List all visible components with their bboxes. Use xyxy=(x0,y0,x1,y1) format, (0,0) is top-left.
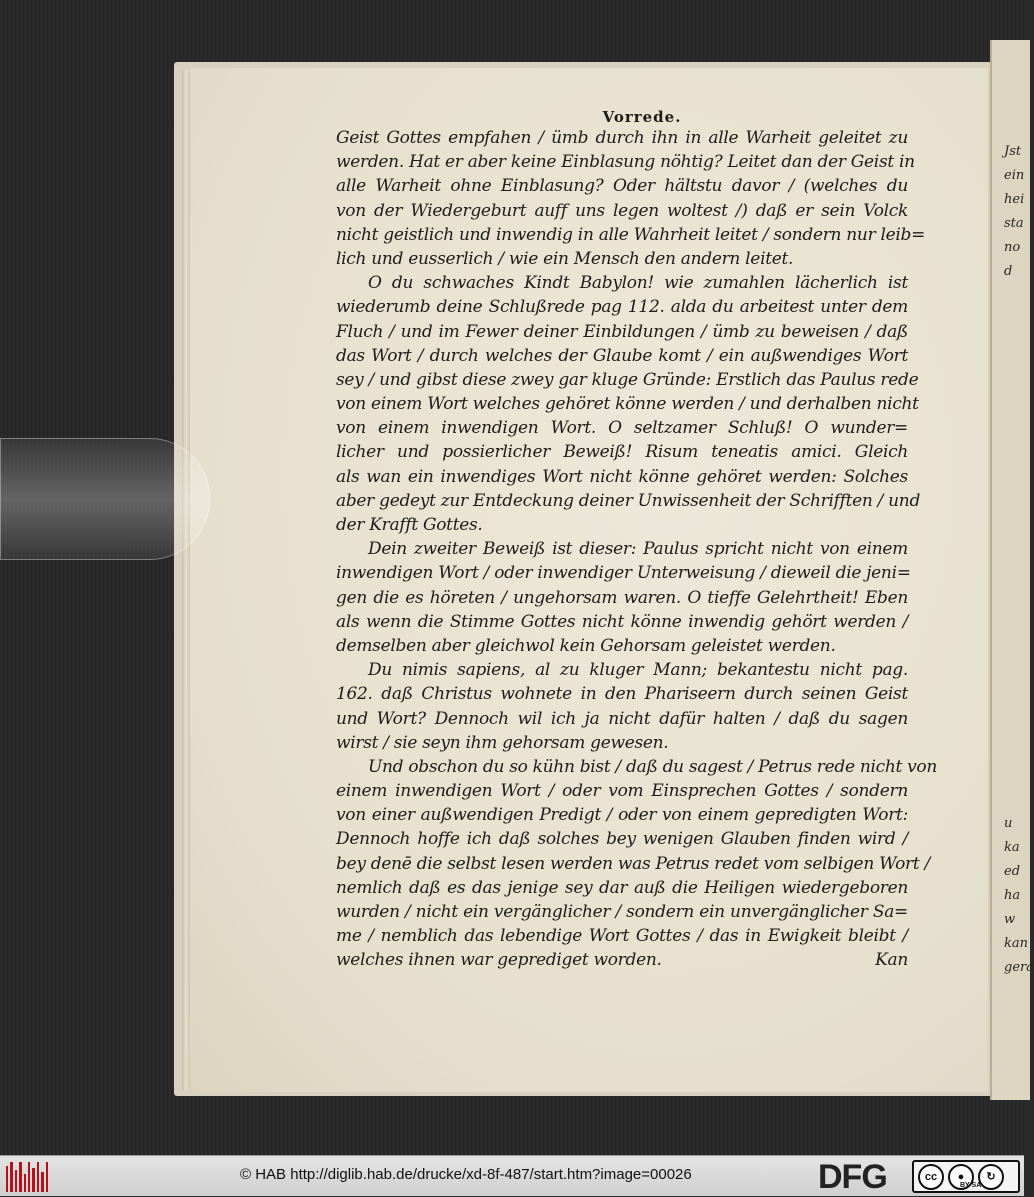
by-icon: ● xyxy=(948,1164,974,1190)
facing-page-fragment: ka xyxy=(1004,840,1020,855)
facing-page-fragment xyxy=(1004,428,1026,452)
facing-page-fragment xyxy=(1004,452,1026,476)
sa-icon: ↻ xyxy=(978,1164,1004,1190)
facing-page-fragment: sta xyxy=(1004,216,1024,231)
text-line: als wenn die Stimme Gottes nicht könne inwendig gehört werden / xyxy=(336,611,908,632)
facing-page-fragment xyxy=(1004,284,1026,308)
text-line: Fluch / und im Fewer deiner Einbildungen / ümb zu beweisen / daß xyxy=(336,321,908,342)
facing-page-fragment: Jst xyxy=(1004,144,1022,159)
hab-logo-icon[interactable] xyxy=(6,1160,48,1192)
facing-page-fragment xyxy=(1004,620,1026,644)
text-line: von einer außwendigen Predigt / oder von einem gepredigten Wort: xyxy=(336,805,908,826)
final-line-with-catchword xyxy=(336,950,908,974)
text-line: von der Wiedergeburt auff uns legen woltest /) daß er sein Volck xyxy=(336,200,908,221)
text-line: sey / und gibst diese zwey gar kluge Gründe: Erstlich das Paulus rede xyxy=(336,369,919,390)
license-labels: BY SA xyxy=(960,1182,982,1189)
facing-page-fragment: kan xyxy=(1004,936,1029,951)
text-line: alle Warheit ohne Einblasung? Oder hältstu davor / (welches du xyxy=(336,176,908,197)
facing-page-fragment xyxy=(1004,500,1026,524)
facing-page-fragment xyxy=(1004,308,1026,332)
facing-page-fragment: hei xyxy=(1004,192,1025,207)
facing-page-fragment xyxy=(1004,548,1026,572)
text-line: nemlich daß es das jenige sey dar auß die Heiligen wiedergeboren xyxy=(336,877,908,898)
cc-icon: cc xyxy=(918,1164,944,1190)
glass-page-weight xyxy=(0,438,210,560)
text-lines xyxy=(336,128,938,950)
facing-page-fragment xyxy=(1004,332,1026,356)
text-line: 162. daß Christus wohnete in den Phariseern durch seinen Geist xyxy=(336,684,908,705)
text-line: wurden / nicht ein vergänglicher / sondern ein unvergänglicher Sa= xyxy=(336,902,908,922)
text-line: gen die es höreten / ungehorsam waren. O tieffe Gelehrtheit! Eben xyxy=(336,587,908,608)
facing-page-fragment: w xyxy=(1004,912,1016,927)
text-line: der Krafft Gottes. xyxy=(336,515,483,535)
final-line: welches ihnen war geprediget worden. xyxy=(336,950,662,971)
text-line: aber gedeyt zur Entdeckung deiner Unwissenheit der Schrifften / und xyxy=(336,490,921,511)
text-line: wiederumb deine Schlußrede pag 112. alda du arbeitest unter dem xyxy=(336,297,908,318)
facing-page-fragment: no xyxy=(1004,240,1021,255)
text-line: licher und possierlicher Beweiß! Risum teneatis amici. Gleich xyxy=(336,442,908,463)
text-line: O du schwaches Kindt Babylon! wie zumahlen lächerlich ist xyxy=(368,273,908,294)
facing-page-fragment: u xyxy=(1004,816,1013,831)
facing-page-fragment: gera xyxy=(1004,960,1034,975)
text-line: Geist Gottes empfahen / ümb durch ihn in alle Warheit geleitet zu xyxy=(336,128,908,148)
text-line: von einem inwendigen Wort. O seltzamer Schluß! O wunder= xyxy=(336,418,908,439)
facing-page-fragment xyxy=(1004,380,1026,404)
facing-page-fragment xyxy=(1004,740,1026,764)
facing-page-fragment xyxy=(1004,644,1026,668)
text-line: inwendigen Wort / oder inwendiger Unterweisung / dieweil die jeni= xyxy=(336,563,911,584)
page-text-block xyxy=(336,108,938,975)
text-line: Du nimis sapiens, al zu kluger Mann; bekantestu nicht pag. xyxy=(368,660,908,681)
text-line: das Wort / durch welches der Glaube komt / ein außwendiges Wort xyxy=(336,345,908,366)
footer-bar xyxy=(0,1155,1024,1196)
text-line: wirst / sie seyn ihm gehorsam gewesen. xyxy=(336,732,669,753)
book-leaf-edge xyxy=(182,70,190,1090)
facing-page-fragment xyxy=(1004,356,1026,380)
facing-page-fragment xyxy=(1004,476,1026,500)
facing-page-fragment: ed xyxy=(1004,864,1021,879)
facing-page-fragment xyxy=(1004,692,1026,716)
text-line: lich und eusserlich / wie ein Mensch den andern leitet. xyxy=(336,248,794,269)
text-line: me / nemblich das lebendige Wort Gottes / das in Ewigkeit bleibt / xyxy=(336,926,908,947)
facing-page-fragment: ha xyxy=(1004,888,1021,903)
text-line: bey denē die selbst lesen werden was Petrus redet vom selbigen Wort / xyxy=(336,853,930,874)
facing-page-fragment xyxy=(1004,572,1026,596)
text-line: von einem Wort welches gehöret könne werden / und derhalben nicht xyxy=(336,394,919,415)
text-line: Und obschon du so kühn bist / daß du sagest / Petrus rede nicht von xyxy=(368,756,938,777)
text-line: Dennoch hoffe ich daß solches bey wenigen Glauben finden wird / xyxy=(336,829,908,850)
facing-page-fragment: d xyxy=(1004,264,1013,279)
catchword: Kan xyxy=(875,950,908,971)
facing-page-fragment: ein xyxy=(1004,168,1025,183)
text-line: Dein zweiter Beweiß ist dieser: Paulus spricht nicht von einem xyxy=(368,539,908,560)
text-line: nicht geistlich und inwendig in alle Wahrheit leitet / sondern nur leib= xyxy=(336,224,926,245)
facing-page-fragment xyxy=(1004,404,1026,428)
text-line: demselben aber gleichwol kein Gehorsam geleistet werden. xyxy=(336,635,836,656)
text-line: und Wort? Dennoch wil ich ja nicht dafür halten / daß du sagen xyxy=(336,708,908,729)
running-head: Vorrede. xyxy=(602,108,682,126)
facing-page-fragment xyxy=(1004,668,1026,692)
text-line: einem inwendigen Wort / oder vom Einsprechen Gottes / sondern xyxy=(336,781,908,802)
copyright-link[interactable]: © HAB http://diglib.hab.de/drucke/xd-8f-487/start.htm?image=00026 xyxy=(240,1166,692,1183)
facing-page-fragment xyxy=(1004,788,1026,812)
facing-page-fragment xyxy=(1004,524,1026,548)
facing-page-fragment xyxy=(1004,764,1026,788)
dfg-logo[interactable]: DFG xyxy=(818,1158,887,1196)
facing-page-fragment xyxy=(1004,716,1026,740)
facing-page-fragment xyxy=(1004,596,1026,620)
text-line: werden. Hat er aber keine Einblasung nöhtig? Leitet dan der Geist in xyxy=(336,152,915,173)
text-line: als wan ein inwendiges Wort nicht könne gehöret werden: Solches xyxy=(336,466,908,487)
facing-page-text xyxy=(1004,140,1034,980)
